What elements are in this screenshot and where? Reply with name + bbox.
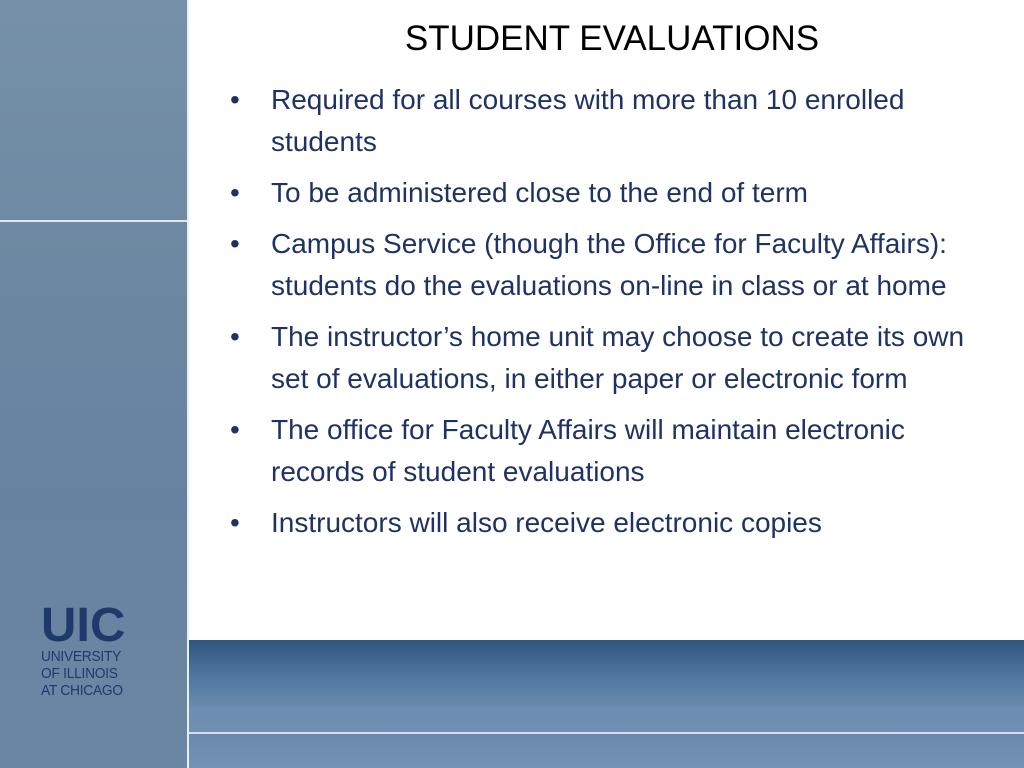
footer-band [189,640,1024,732]
bullet-item [226,223,1006,307]
sidebar-divider [0,220,187,222]
bullet-icon: • [230,414,240,445]
slide-title: STUDENT EVALUATIONS [404,19,820,58]
bullet-text: Campus Service (though the Office for Faculty Affairs): students do the evaluations on-line in class or at home [271,228,947,301]
bullet-text: The office for Faculty Affairs will maintain electronic records of student evaluations [271,414,905,487]
logo-line-university: UNIVERSITY [41,648,122,665]
bullet-text: Instructors will also receive electronic copies [271,507,822,538]
bullet-item [226,316,1006,400]
bullet-text: Required for all courses with more than 10 enrolled students [271,84,905,157]
bullet-item [226,409,1006,493]
bullet-item [226,172,1006,214]
bullet-text: To be administered close to the end of term [271,177,808,208]
logo-line-at-chicago: AT CHICAGO [41,682,123,699]
footer-strip [189,734,1024,768]
bullet-icon: • [230,321,240,352]
bullet-icon: • [230,507,240,538]
bullet-list [226,79,1006,553]
bullet-item [226,79,1006,163]
bullet-icon: • [230,228,240,259]
logo-mark: UIC [41,599,126,652]
logo-line-of-illinois: OF ILLINOIS [41,665,118,682]
bullet-icon: • [230,177,240,208]
bullet-item [226,502,1006,544]
bullet-icon: • [230,84,240,115]
uic-logo [41,599,151,699]
bullet-text: The instructor’s home unit may choose to create its own set of evaluations, in either paper or electronic form [271,321,965,394]
